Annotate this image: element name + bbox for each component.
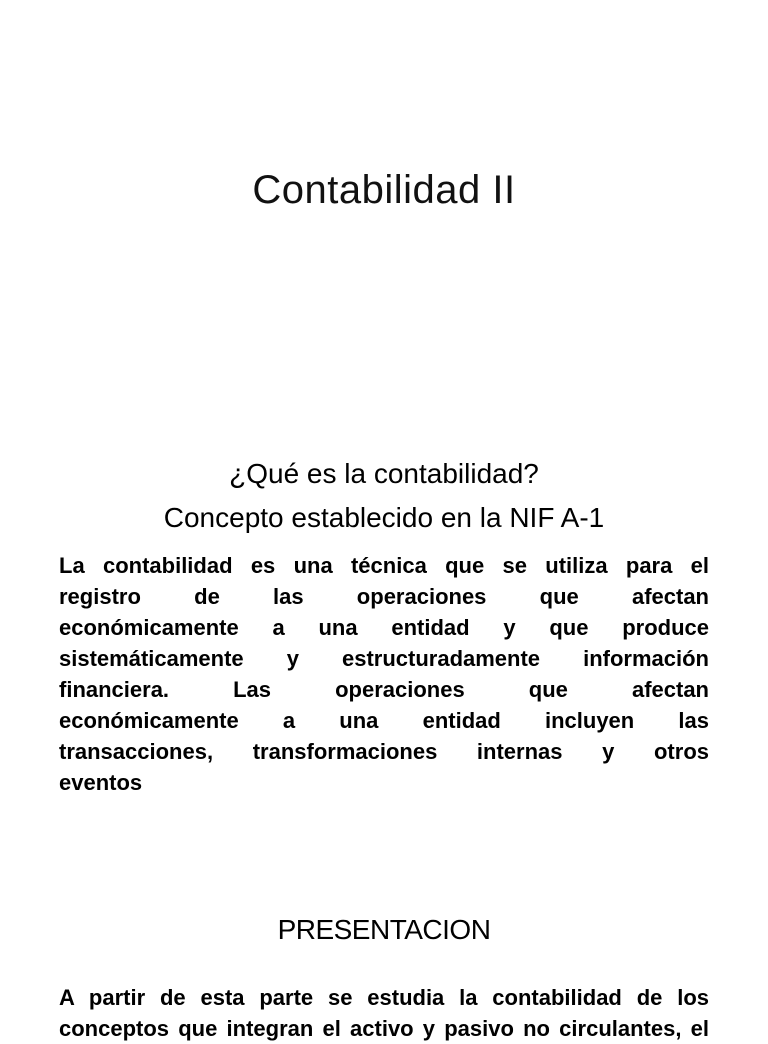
paragraph-line: eventos [59,770,143,795]
paragraph-line: conceptos que integran el activo y pasivo no circulantes, el [59,1016,709,1041]
paragraph-line: transacciones, transformaciones internas y otros [59,739,709,764]
paragraph-line: sistemáticamente y estructuradamente información [59,646,709,671]
paragraph-line: A partir de esta parte se estudia la contabilidad de los [59,985,709,1010]
definition-paragraph [59,550,709,798]
paragraph-line: económicamente a una entidad incluyen las [59,708,709,733]
paragraph-line: La contabilidad es una técnica que se utiliza para el [59,553,709,578]
slide-title: Contabilidad II [252,168,516,212]
slide-heading-concept: Concepto establecido en la NIF A-1 [163,502,605,533]
paragraph-line: registro de las operaciones que afectan [59,584,709,609]
section-heading: PRESENTACION [277,914,491,945]
slide-heading-question: ¿Qué es la contabilidad? [229,458,539,489]
paragraph-line: financiera. Las operaciones que afectan [59,677,709,702]
paragraph-line: económicamente a una entidad y que produce [59,615,709,640]
presentation-paragraph [59,982,709,1044]
